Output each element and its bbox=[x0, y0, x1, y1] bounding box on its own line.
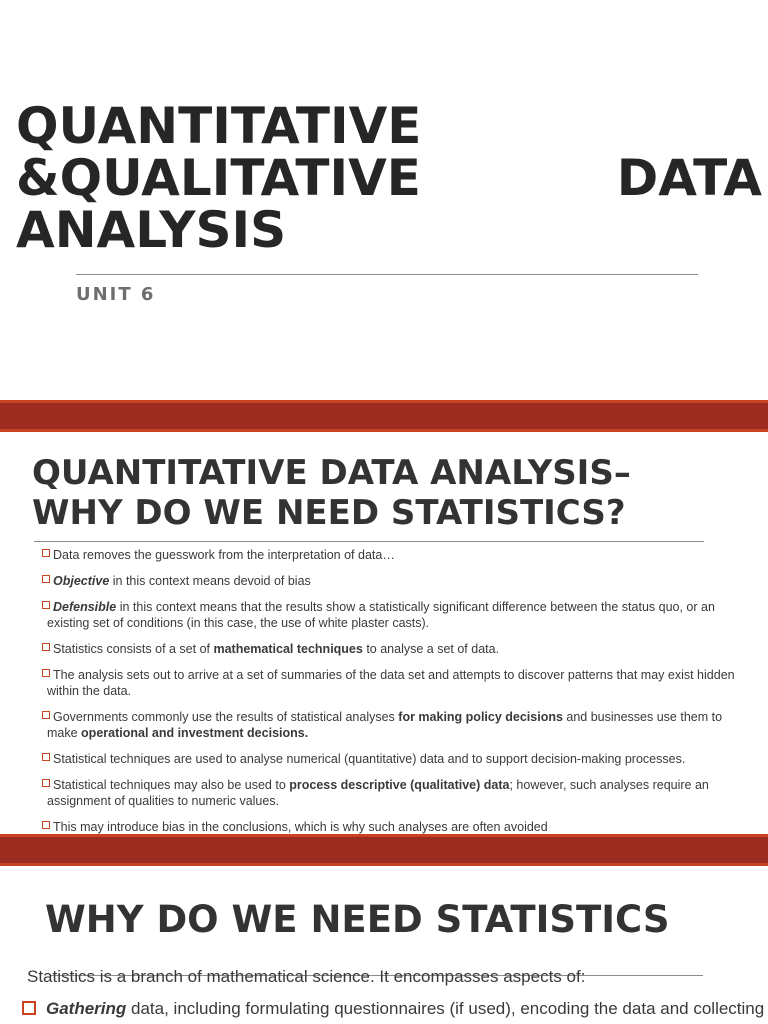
checkbox-bullet-icon bbox=[42, 821, 50, 829]
checkbox-bullet-icon bbox=[42, 549, 50, 557]
slide-title-line-2: WHY DO WE NEED STATISTICS? bbox=[32, 493, 626, 533]
list-item: Objective in this context means devoid of bias bbox=[40, 573, 750, 589]
list-item: Statistical techniques are used to analyse numerical (quantitative) data and to support decision-making processes. bbox=[40, 751, 750, 767]
title-line-2-right: DATA bbox=[616, 149, 762, 207]
title-line-2: &QUALITATIVE bbox=[16, 149, 421, 207]
slide-separator bbox=[0, 834, 768, 866]
checkbox-bullet-icon bbox=[42, 711, 50, 719]
list-item: Statistics consists of a set of mathematical techniques to analyse a set of data. bbox=[40, 641, 750, 657]
content-slide-2 bbox=[0, 866, 768, 1024]
bullet-list bbox=[40, 547, 750, 834]
list-item: Governments commonly use the results of statistical analyses for making policy decisions and businesses use them to make operational and investment decisions. bbox=[40, 709, 750, 741]
checkbox-bullet-icon bbox=[42, 753, 50, 761]
checkbox-bullet-icon bbox=[42, 575, 50, 583]
divider bbox=[76, 274, 698, 275]
slide-separator bbox=[0, 400, 768, 432]
divider bbox=[34, 541, 704, 542]
intro-text: Statistics is a branch of mathematical science. It encompasses aspects of: bbox=[27, 967, 586, 986]
bullet-bold: Gathering bbox=[46, 999, 127, 1018]
checkbox-bullet-icon bbox=[22, 1001, 36, 1015]
content-slide bbox=[0, 432, 768, 834]
checkbox-bullet-icon bbox=[42, 779, 50, 787]
bullet-text: data, including formulating questionnaires (if used), encoding the data and collecting bbox=[126, 999, 765, 1018]
title-slide bbox=[0, 0, 768, 400]
checkbox-bullet-icon bbox=[42, 669, 50, 677]
slide-title: WHY DO WE NEED STATISTICS bbox=[45, 898, 670, 941]
list-item bbox=[22, 998, 768, 1020]
list-item: Statistical techniques may also be used to process descriptive (qualitative) data; however, such analyses require an assignment of qualities to numeric values. bbox=[40, 777, 750, 809]
slide-title-line-1: QUANTITATIVE DATA ANALYSIS– bbox=[32, 453, 631, 493]
checkbox-bullet-icon bbox=[42, 601, 50, 609]
checkbox-bullet-icon bbox=[42, 643, 50, 651]
list-item: Defensible in this context means that the results show a statistically significant difference between the status quo, or an existing set of conditions (in this case, the use of white plaster casts). bbox=[40, 599, 750, 631]
title-line-3: ANALYSIS bbox=[16, 201, 287, 259]
title-line-1: QUANTITATIVE bbox=[16, 97, 422, 155]
subtitle: UNIT 6 bbox=[76, 284, 156, 305]
list-item: The analysis sets out to arrive at a set of summaries of the data set and attempts to discover patterns that may exist hidden within the data. bbox=[40, 667, 750, 699]
list-item: Data removes the guesswork from the interpretation of data… bbox=[40, 547, 750, 563]
list-item: This may introduce bias in the conclusions, which is why such analyses are often avoided bbox=[40, 819, 750, 834]
